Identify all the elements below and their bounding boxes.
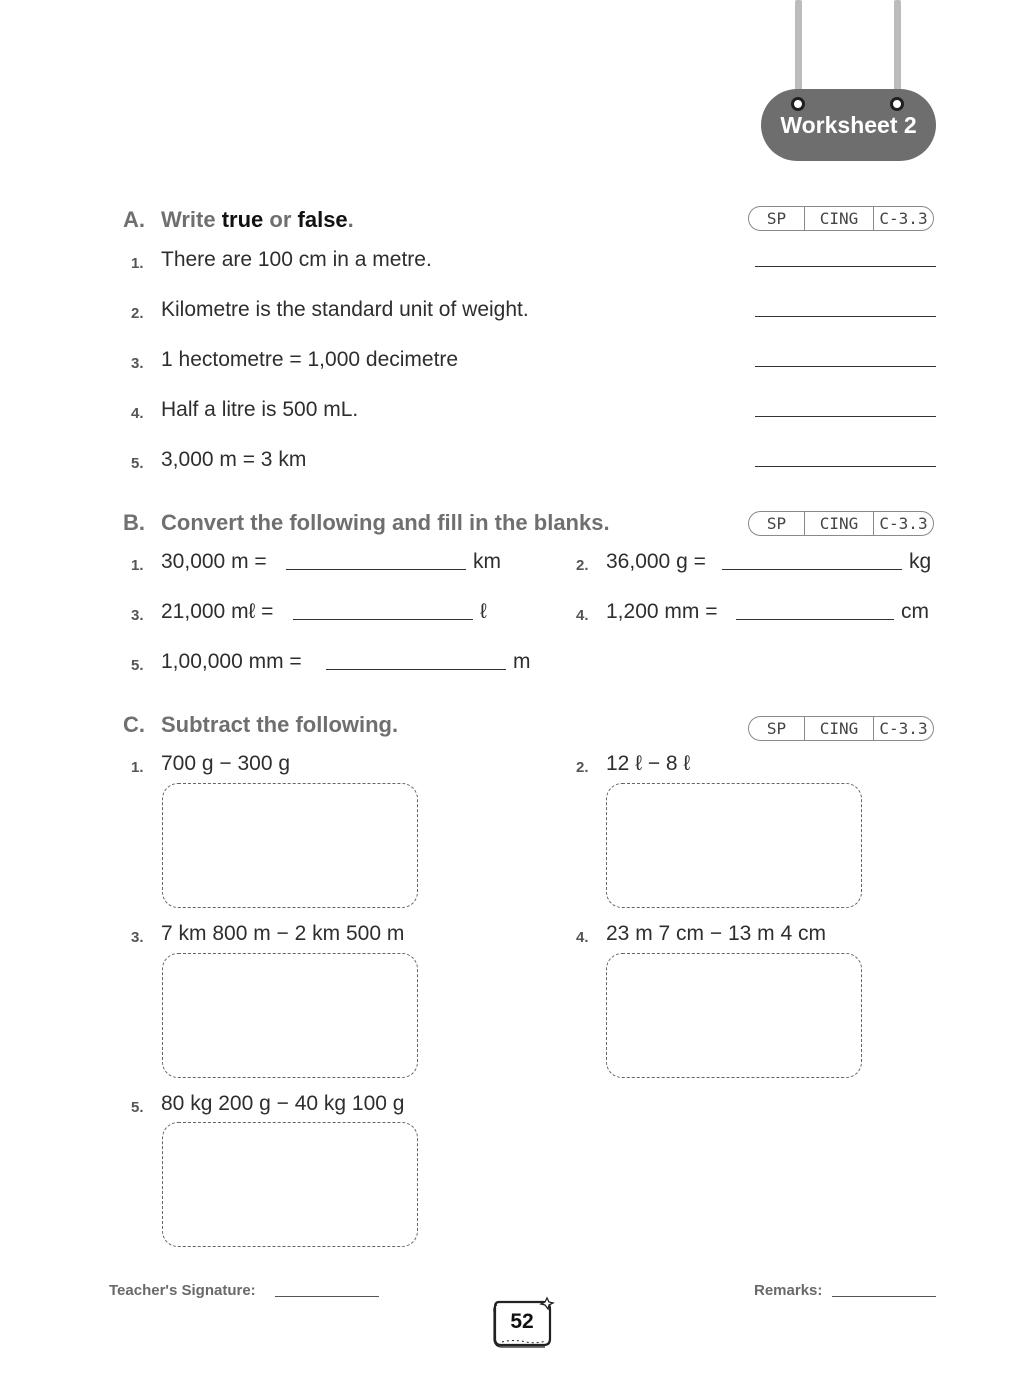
unit-label: cm [901, 600, 929, 623]
question-text: Kilometre is the standard unit of weight. [161, 298, 529, 321]
question-number: 3. [131, 355, 144, 372]
question-number: 1. [131, 255, 144, 272]
unit-label: kg [909, 550, 932, 573]
section-c-heading: C. Subtract the following. [123, 712, 399, 737]
answer-blank[interactable] [286, 569, 466, 570]
answer-blank[interactable] [755, 466, 936, 467]
question-number: 2. [576, 759, 589, 776]
teacher-signature-blank[interactable] [275, 1296, 379, 1297]
tag-hole-right [890, 97, 904, 111]
question-text: There are 100 cm in a metre. [161, 248, 432, 271]
unit-label: km [473, 550, 501, 573]
tag-string-left [795, 0, 802, 98]
question-text: 3,000 m = 3 km [161, 448, 307, 471]
section-a-heading: A. Write true or false. [123, 207, 354, 232]
question-text: 1 hectometre = 1,000 decimetre [161, 348, 459, 371]
work-box[interactable] [162, 953, 418, 1078]
worksheet-tag [761, 89, 936, 161]
section-a-codes: SP CING C-3.3 [748, 206, 934, 231]
answer-blank[interactable] [736, 619, 894, 620]
question-number: 1. [131, 557, 144, 574]
question-text: 700 g − 300 g [161, 752, 291, 775]
question-text: 21,000 mℓ = [161, 600, 274, 623]
unit-label: ℓ [480, 600, 487, 623]
question-number: 2. [576, 557, 589, 574]
question-text: 36,000 g = [606, 550, 706, 573]
worksheet-title: Worksheet 2 [780, 111, 917, 138]
answer-blank[interactable] [755, 366, 936, 367]
question-number: 5. [131, 1099, 144, 1116]
question-text: 80 kg 200 g − 40 kg 100 g [161, 1092, 405, 1115]
question-number: 3. [131, 929, 144, 946]
work-box[interactable] [606, 783, 862, 908]
question-number: 1. [131, 759, 144, 776]
answer-blank[interactable] [326, 669, 506, 670]
work-box[interactable] [162, 1122, 418, 1247]
answer-blank[interactable] [722, 569, 902, 570]
question-text: 30,000 m = [161, 550, 267, 573]
remarks-label: Remarks: [754, 1282, 823, 1299]
question-text: Half a litre is 500 mL. [161, 398, 359, 421]
tag-string-right [894, 0, 901, 98]
question-number: 4. [576, 607, 589, 624]
question-number: 4. [131, 405, 144, 422]
section-b-codes: SP CING C-3.3 [748, 511, 934, 536]
question-text: 1,00,000 mm = [161, 650, 302, 673]
remarks-blank[interactable] [832, 1296, 936, 1297]
question-number: 5. [131, 455, 144, 472]
tag-hole-left [791, 97, 805, 111]
question-number: 4. [576, 929, 589, 946]
question-text: 12 ℓ − 8 ℓ [606, 752, 691, 775]
section-c-codes: SP CING C-3.3 [748, 716, 934, 741]
answer-blank[interactable] [755, 266, 936, 267]
work-box[interactable] [606, 953, 862, 1078]
question-text: 23 m 7 cm − 13 m 4 cm [606, 922, 826, 945]
work-box[interactable] [162, 783, 418, 908]
teacher-signature-label: Teacher's Signature: [109, 1282, 256, 1299]
answer-blank[interactable] [293, 619, 473, 620]
question-number: 3. [131, 607, 144, 624]
question-text: 1,200 mm = [606, 600, 718, 623]
question-number: 2. [131, 305, 144, 322]
question-number: 5. [131, 657, 144, 674]
section-b-heading: B. Convert the following and fill in the blanks. [123, 510, 610, 535]
unit-label: m [513, 650, 531, 673]
answer-blank[interactable] [755, 416, 936, 417]
page-number: 52 [510, 1310, 534, 1333]
question-text: 7 km 800 m − 2 km 500 m [161, 922, 405, 945]
answer-blank[interactable] [755, 316, 936, 317]
